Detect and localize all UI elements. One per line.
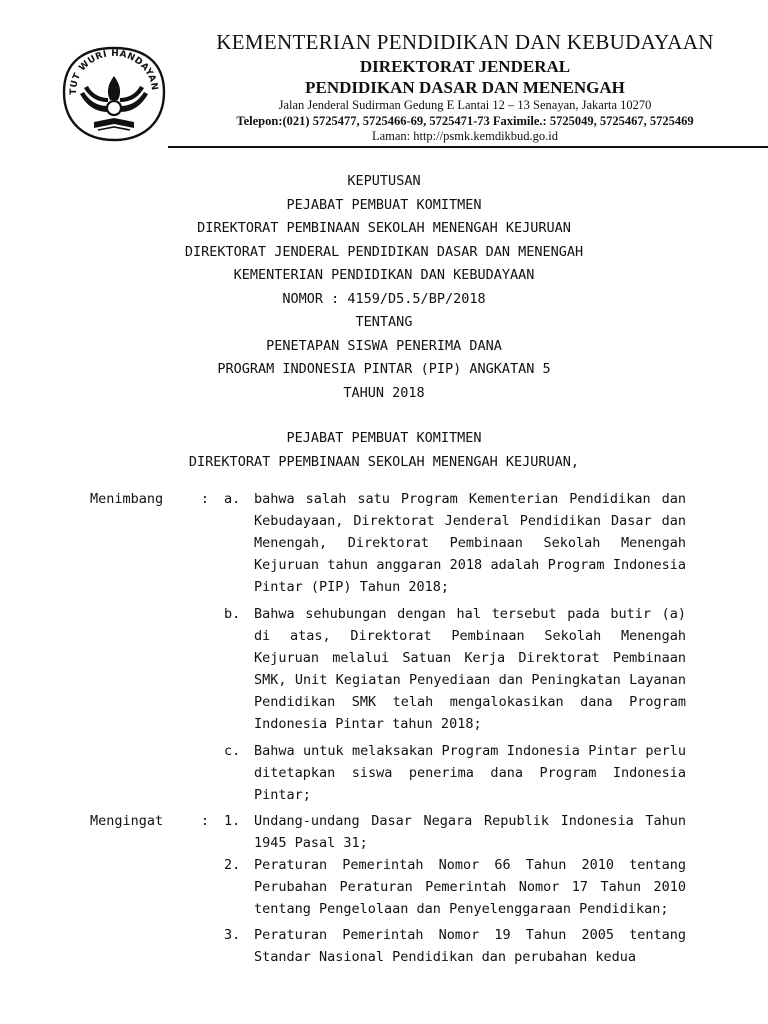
item-marker: 3.: [224, 927, 241, 943]
item-text: Bahwa untuk melaksakan Program Indonesia Pintar perlu ditetapkan siswa penerima dana Program Indonesia Pintar;: [254, 743, 686, 803]
title-line: DIREKTORAT JENDERAL PENDIDIKAN DASAR DAN MENENGAH: [184, 243, 584, 260]
official-line: DIREKTORAT PPEMBINAAN SEKOLAH MENENGAH KEJURUAN,: [188, 453, 580, 470]
title-line: PROGRAM INDONESIA PINTAR (PIP) ANGKATAN 5: [217, 361, 551, 377]
decree-number: NOMOR : 4159/D5.5/BP/2018: [282, 290, 486, 307]
title-line: KEPUTUSAN: [347, 173, 421, 189]
item-marker: c.: [224, 743, 241, 759]
item-text: Peraturan Pemerintah Nomor 66 Tahun 2010 tentang Perubahan Peraturan Pemerintah Nomor 17 Tahun 2010 tentang Pengelolaan dan Penyelenggaraan Pendidikan;: [254, 857, 686, 917]
letterhead-divider: [168, 146, 768, 148]
item-text: Undang-undang Dasar Negara Republik Indonesia Tahun 1945 Pasal 31;: [254, 813, 686, 851]
item-marker: a.: [224, 491, 241, 507]
official-line: PEJABAT PEMBUAT KOMITMEN: [286, 430, 482, 446]
item-marker: 2.: [224, 857, 241, 873]
directorate-general-name: PENDIDIKAN DASAR DAN MENENGAH: [305, 78, 625, 97]
section-label: Menimbang: [90, 491, 164, 507]
item-text: Bahwa sehubungan dengan hal tersebut pada butir (a) di atas, Direktorat Pembinaan Sekolah Menengah Kejuruan melalui Satuan Kerja Direktorat Pembinaan SMK, Unit Kegiatan Penyediaan dan Peningkatan Layanan Pendidikan SMK telah mengalokasikan dana Program Indonesia Pintar tahun 2018;: [254, 606, 686, 732]
phone-fax: Telepon:(021) 5725477, 5725466-69, 5725471-73 Faximile.: 5725049, 5725467, 5725469: [236, 114, 694, 128]
title-line: PEJABAT PEMBUAT KOMITMEN: [286, 196, 482, 213]
letterhead: [0, 0, 768, 150]
website: Laman: http://psmk.kemdikbud.go.id: [371, 129, 559, 143]
tut-wuri-handayani-logo: [58, 42, 170, 146]
title-line: PENETAPAN SISWA PENERIMA DANA: [266, 337, 502, 354]
item-marker: b.: [224, 606, 241, 622]
svg-text:TUT WURI HANDAYANI: TUT WURI HANDAYAN: [68, 48, 160, 95]
section-colon: :: [200, 491, 210, 507]
section-label: Mengingat: [90, 813, 164, 829]
directorate-general: DIREKTORAT JENDERAL: [359, 57, 571, 76]
logo-emblem-icon: [58, 42, 170, 146]
letterhead-text: [160, 30, 768, 144]
address: Jalan Jenderal Sudirman Gedung E Lantai 12 – 13 Senayan, Jakarta 10270: [278, 98, 652, 112]
title-line: KEMENTERIAN PENDIDIKAN DAN KEBUDAYAAN: [233, 267, 535, 283]
title-line: TAHUN 2018: [343, 384, 425, 401]
section-colon: :: [200, 813, 210, 829]
item-text: bahwa salah satu Program Kementerian Pendidikan dan Kebudayaan, Direktorat Jenderal Pendidikan Dasar dan Menengah, Direktorat Pembinaan Sekolah Menengah Kejuruan tahun anggaran 2018 adalah Program Indonesia Pintar (PIP) Tahun 2018;: [254, 491, 686, 595]
ministry-name: KEMENTERIAN PENDIDIKAN DAN KEBUDAYAAN: [216, 30, 714, 54]
spacer: [0, 405, 768, 427]
item-text: Peraturan Pemerintah Nomor 19 Tahun 2005 tentang Standar Nasional Pendidikan dan perubahan kedua: [254, 927, 686, 965]
title-line: TENTANG: [355, 314, 413, 330]
decree-title: [0, 170, 768, 474]
title-line: DIREKTORAT PEMBINAAN SEKOLAH MENENGAH KEJURUAN: [197, 220, 571, 236]
item-marker: 1.: [224, 813, 241, 829]
